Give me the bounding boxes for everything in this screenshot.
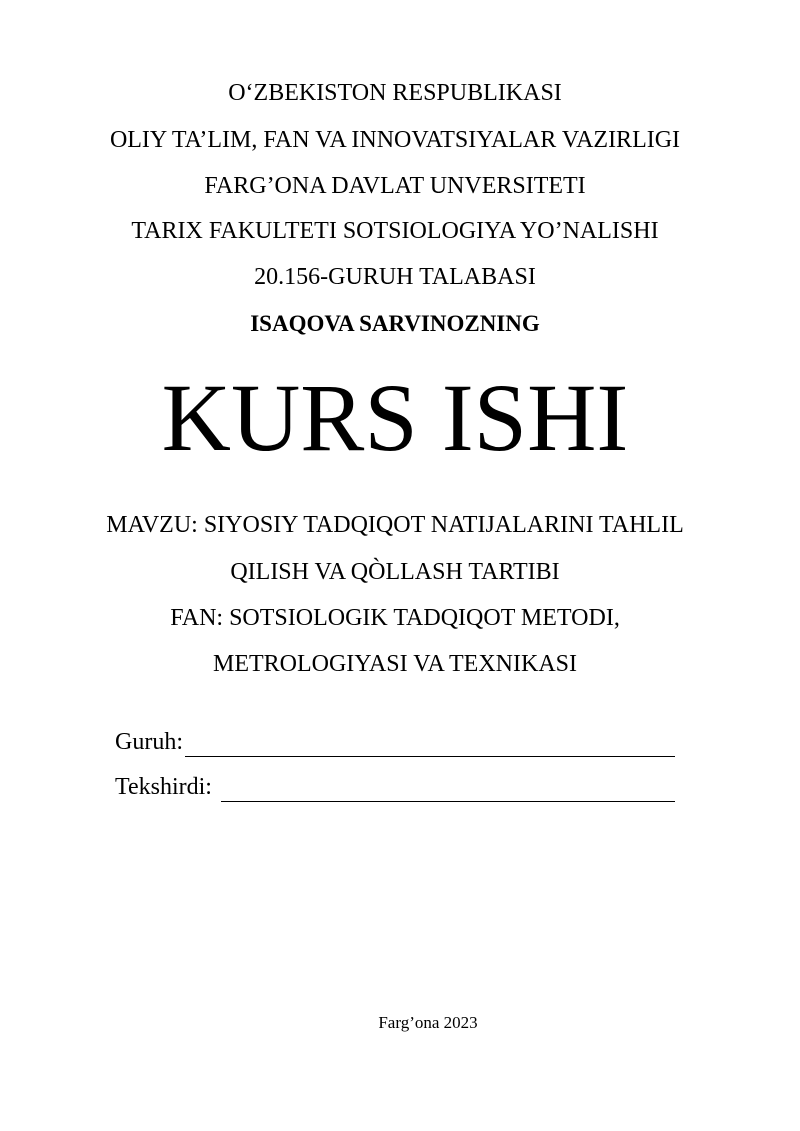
header-country: O‘ZBEKISTON RESPUBLIKASI [228,80,562,106]
group-label: Guruh: [115,729,183,755]
header-university: FARG’ONA DAVLAT UNVERSITETI [204,173,586,199]
checked-field [115,772,675,802]
group-field [115,727,675,757]
checked-blank-line [221,775,675,802]
student-name: ISAQOVA SARVINOZNING [250,311,540,336]
header-faculty: TARIX FAKULTETI SOTSIOLOGIYA YO’NALISHI [131,218,659,244]
subject-line-2: METROLOGIYASI VA TEXNIKASI [212,651,578,677]
header-ministry: OLIY TA’LIM, FAN VA INNOVATSIYALAR VAZIRLIGI [109,127,681,153]
topic-line-2: QILISH VA QÒLLASH TARTIBI [230,559,560,585]
subject-line-1: FAN: SOTSIOLOGIK TADQIQOT METODI, [170,605,620,631]
header-group: 20.156-GURUH TALABASI [254,264,536,290]
document-title: KURS ISHI [161,364,629,471]
checked-label: Tekshirdi: [115,774,212,800]
group-blank-line [185,730,675,757]
footer-place-year: Farg’ona 2023 [378,1013,478,1032]
topic-line-1: MAVZU: SIYOSIY TADQIQOT NATIJALARINI TAHLIL [106,512,684,538]
